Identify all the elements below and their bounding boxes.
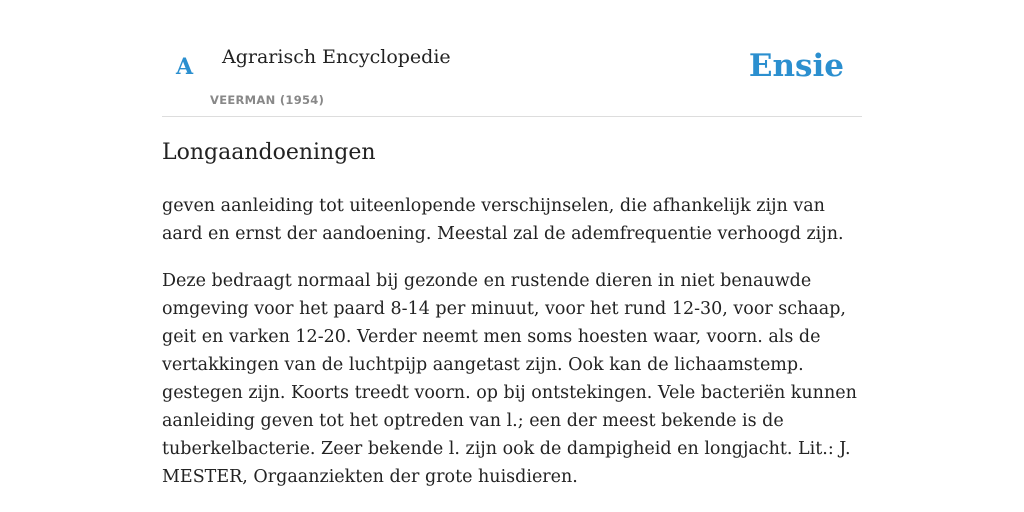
entry-title: Longaandoeningen xyxy=(162,140,376,165)
ensie-brand-logo[interactable]: Ensie xyxy=(748,48,844,84)
encyclopedia-title-link[interactable]: Agrarisch Encyclopedie xyxy=(222,46,451,68)
encyclopedia-letter-logo[interactable]: A xyxy=(176,54,194,80)
entry-body xyxy=(162,192,862,510)
author-label: VEERMAN (1954) xyxy=(210,93,325,107)
header xyxy=(162,0,862,117)
page xyxy=(162,0,862,512)
entry-paragraph: Deze bedraagt normaal bij gezonde en rustende dieren in niet benauwde omgeving voor het paard 8-14 per minuut, voor het rund 12-30, voor schaap, geit en varken 12-20. Verder neemt men soms hoesten waar, voorn. als de vertakkingen van de luchtpijp aangetast zijn. Ook kan de lichaamstemp. gestegen zijn. Koorts treedt voorn. op bij ontstekingen. Vele bacteriën kunnen aanleiding geven tot het optreden van l.; een der meest bekende is de tuberkelbacterie. Zeer bekende l. zijn ook de dampigheid en longjacht. Lit.: J. MESTER, Orgaanziekten der grote huisdieren. xyxy=(162,271,857,487)
entry-paragraph: geven aanleiding tot uiteenlopende verschijnselen, die afhankelijk zijn van aard en ernst der aandoening. Meestal zal de ademfrequentie verhoogd zijn. xyxy=(162,196,844,244)
